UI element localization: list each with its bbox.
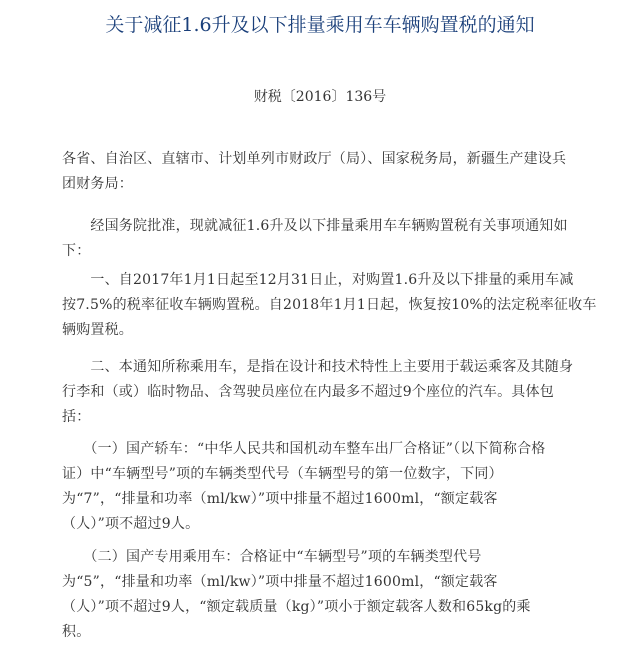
paragraph-line: 按7.5%的税率征收车辆购置税。自2018年1月1日起，恢复按10%的法定税率征收车 bbox=[62, 297, 597, 313]
paragraph-line: 一、自2017年1月1日起至12月31日止，对购置1.6升及以下排量的乘用车减 bbox=[62, 272, 574, 288]
paragraph-line: 辆购置税。 bbox=[62, 322, 133, 338]
paragraph-line: （人）”项不超过9人。 bbox=[62, 516, 200, 532]
paragraph-line: 行李和（或）临时物品、含驾驶员座位在内最多不超过9个座位的汽车。具体包 bbox=[62, 384, 554, 400]
paragraph-line: 括： bbox=[62, 409, 91, 425]
paragraph-line: 为“5”，“排量和功率（ml/kw）”项中排量不超过1600ml，“额定载客 bbox=[62, 574, 498, 590]
paragraph-line: 团财务局： bbox=[62, 176, 133, 192]
paragraph-line: 各省、自治区、直辖市、计划单列市财政厅（局）、国家税务局，新疆生产建设兵 bbox=[62, 151, 567, 167]
addressee-paragraph bbox=[62, 147, 592, 197]
paragraph-line: （二）国产专用乘用车：合格证中“车辆型号”项的车辆类型代号 bbox=[62, 549, 482, 565]
domestic-sedan-paragraph bbox=[62, 437, 592, 537]
domestic-special-vehicle-paragraph bbox=[62, 545, 592, 645]
document-number: 财税〔2016〕136号 bbox=[253, 89, 387, 105]
paragraph-line: （一）国产轿车：“中华人民共和国机动车整车出厂合格证”（以下简称合格 bbox=[62, 441, 546, 457]
paragraph-line: 证）中“车辆型号”项的车辆类型代号（车辆型号的第一位数字，下同） bbox=[62, 466, 503, 482]
item-two-paragraph bbox=[62, 355, 592, 430]
paragraph-line: 为“7”，“排量和功率（ml/kw）”项中排量不超过1600ml，“额定载客 bbox=[62, 491, 498, 507]
intro-paragraph bbox=[62, 214, 592, 264]
document-title: 关于减征1.6升及以下排量乘用车车辆购置税的通知 bbox=[105, 14, 535, 36]
paragraph-line: 二、本通知所称乘用车，是指在设计和技术特性上主要用于载运乘客及其随身 bbox=[62, 359, 574, 375]
item-one-paragraph bbox=[62, 268, 597, 343]
paragraph-line: 下： bbox=[62, 243, 91, 259]
paragraph-line: 积。 bbox=[62, 624, 91, 640]
paragraph-line: （人）”项不超过9人，“额定载质量（kg）”项小于额定载客人数和65kg的乘 bbox=[62, 599, 531, 615]
paragraph-line: 经国务院批准，现就减征1.6升及以下排量乘用车车辆购置税有关事项通知如 bbox=[62, 218, 568, 234]
